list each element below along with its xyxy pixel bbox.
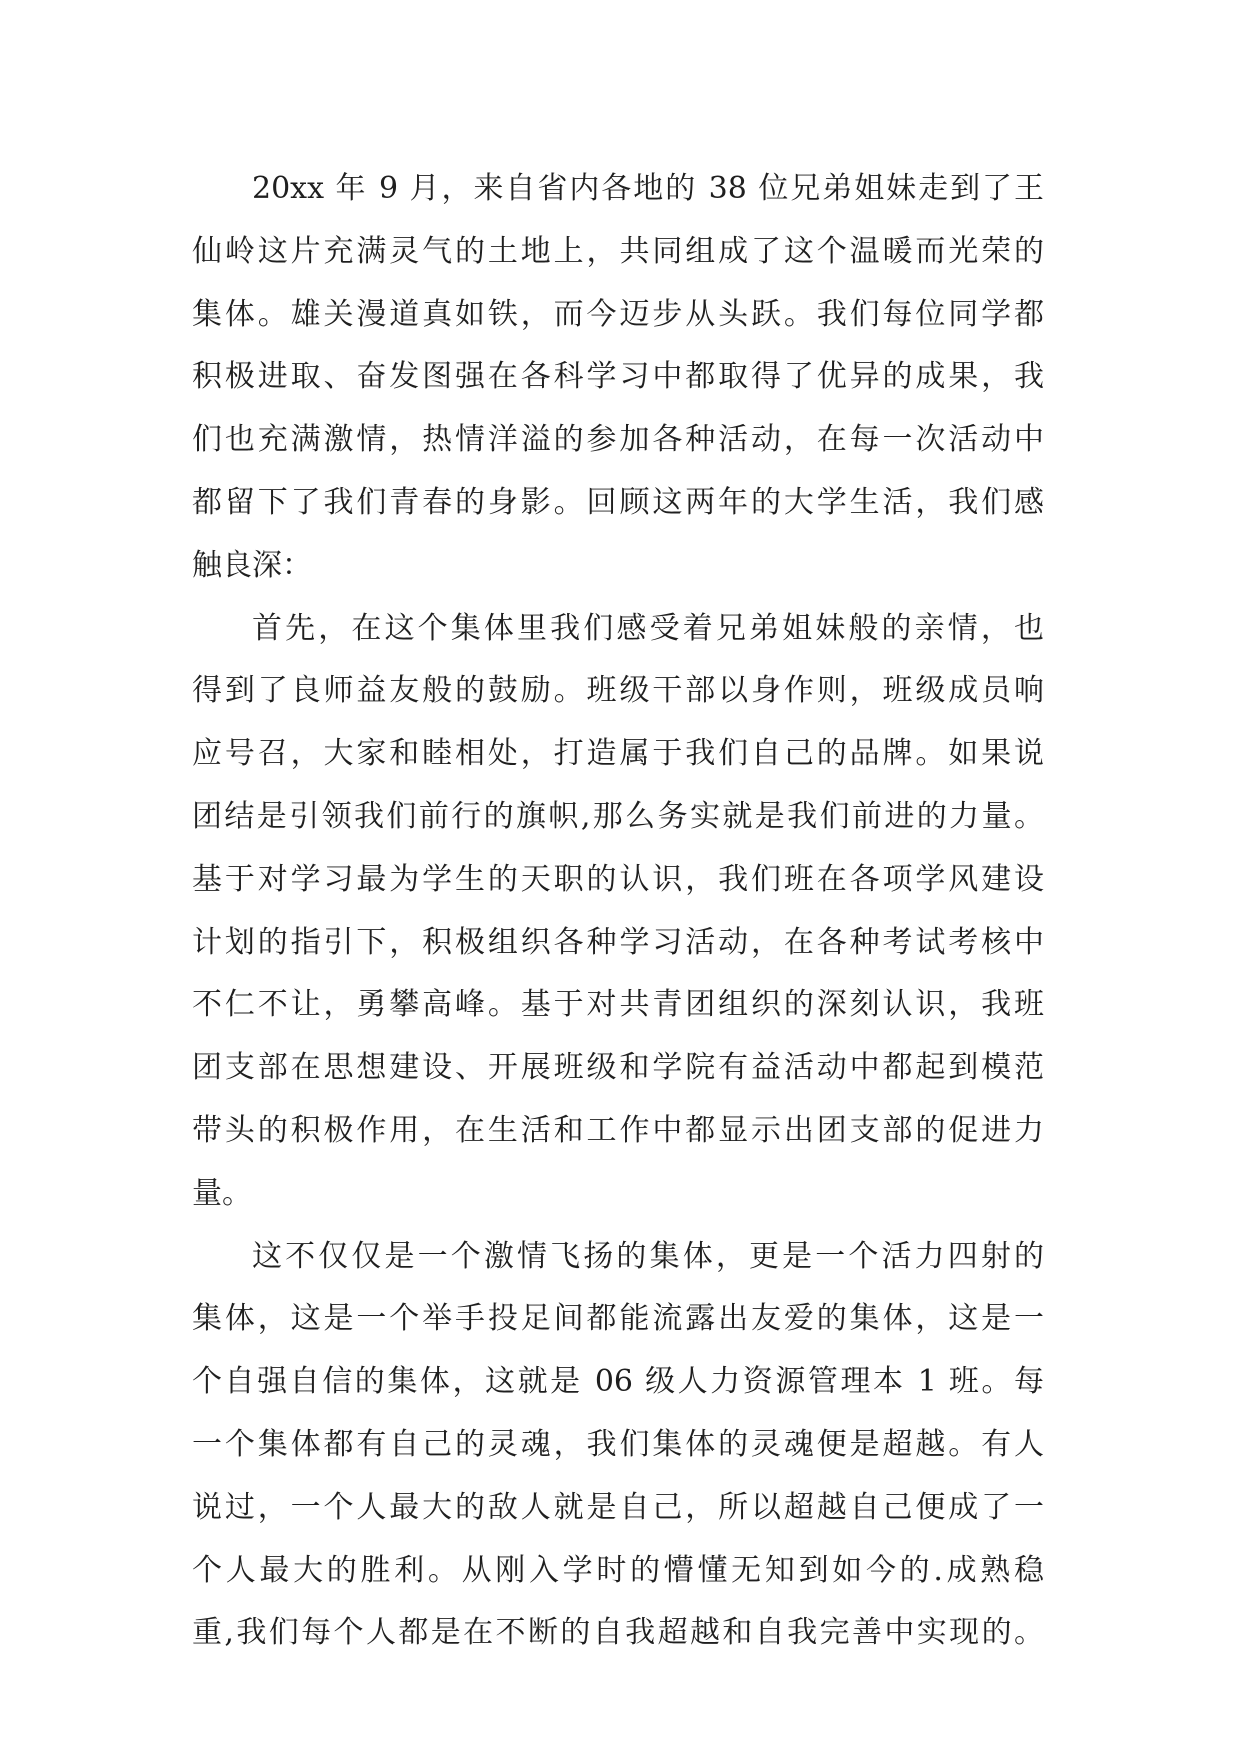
paragraph-3 bbox=[192, 1226, 1044, 1666]
text-line: 量。 bbox=[192, 1175, 252, 1211]
paragraph-1 bbox=[192, 158, 1044, 598]
text-line: 重,我们每个人都是在不断的自我超越和自我完善中实现的。 bbox=[192, 1615, 1044, 1651]
text-line: 都留下了我们青春的身影。回顾这两年的大学生活，我们感 bbox=[192, 484, 1044, 520]
text-line: 带头的积极作用，在生活和工作中都显示出团支部的促进力 bbox=[192, 1112, 1044, 1148]
text-line: 一个集体都有自己的灵魂，我们集体的灵魂便是超越。有人 bbox=[192, 1426, 1044, 1462]
paragraph-2 bbox=[192, 598, 1044, 1226]
text-line: 仙岭这片充满灵气的土地上，共同组成了这个温暖而光荣的 bbox=[192, 233, 1044, 269]
text-line: 集体，这是一个举手投足间都能流露出友爱的集体，这是一 bbox=[192, 1301, 1044, 1337]
text-line: 个自强自信的集体，这就是 06 级人力资源管理本 1 班。每 bbox=[192, 1364, 1044, 1400]
text-line: 个人最大的胜利。从刚入学时的懵懂无知到如今的.成熟稳 bbox=[192, 1552, 1044, 1588]
text-line: 这不仅仅是一个激情飞扬的集体，更是一个活力四射的 bbox=[252, 1238, 1044, 1274]
text-line: 触良深： bbox=[192, 547, 312, 583]
text-line: 团结是引领我们前行的旗帜,那么务实就是我们前进的力量。 bbox=[192, 798, 1044, 834]
text-line: 计划的指引下，积极组织各种学习活动，在各种考试考核中 bbox=[192, 924, 1044, 960]
text-line: 积极进取、奋发图强在各科学习中都取得了优异的成果，我 bbox=[192, 359, 1044, 395]
text-line: 基于对学习最为学生的天职的认识，我们班在各项学风建设 bbox=[192, 861, 1044, 897]
text-line: 团支部在思想建设、开展班级和学院有益活动中都起到模范 bbox=[192, 1050, 1044, 1086]
document-body bbox=[192, 158, 1044, 1665]
text-line: 不仁不让，勇攀高峰。基于对共青团组织的深刻认识，我班 bbox=[192, 987, 1044, 1023]
text-line: 们也充满激情，热情洋溢的参加各种活动，在每一次活动中 bbox=[192, 422, 1044, 458]
text-line: 首先，在这个集体里我们感受着兄弟姐妹般的亲情，也 bbox=[252, 610, 1044, 646]
text-line: 集体。雄关漫道真如铁，而今迈步从头跃。我们每位同学都 bbox=[192, 296, 1044, 332]
text-line: 20xx 年 9 月，来自省内各地的 38 位兄弟姐妹走到了王 bbox=[252, 171, 1044, 206]
text-line: 得到了良师益友般的鼓励。班级干部以身作则，班级成员响 bbox=[192, 673, 1044, 709]
text-line: 说过，一个人最大的敌人就是自己，所以超越自己便成了一 bbox=[192, 1489, 1044, 1525]
text-line: 应号召，大家和睦相处，打造属于我们自己的品牌。如果说 bbox=[192, 736, 1044, 772]
